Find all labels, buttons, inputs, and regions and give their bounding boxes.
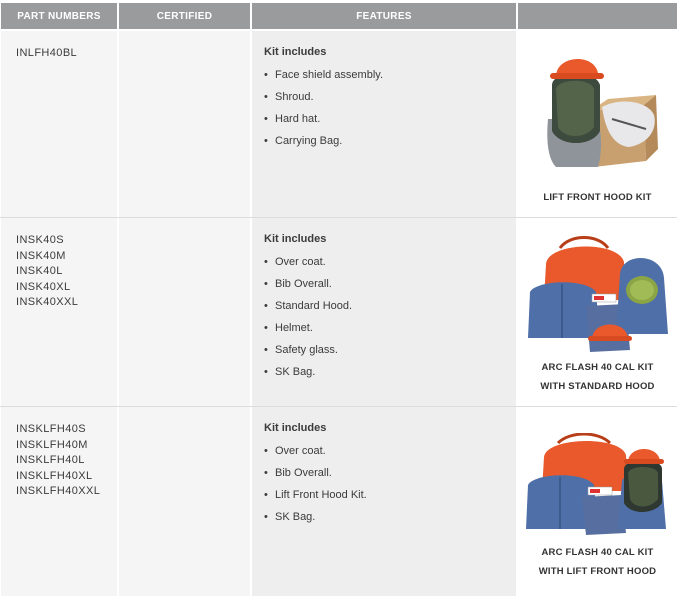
part-number: INSKLFH40M [16, 438, 88, 451]
row-1-certified [119, 31, 250, 217]
row-1-features [252, 31, 516, 217]
feature-item: • SK Bag. [264, 506, 516, 528]
row-1-image-cell [518, 31, 677, 217]
caption-line: WITH STANDARD HOOD [540, 381, 655, 392]
arc-flash-lift-front-hood-kit-image [526, 433, 670, 537]
row-3-image-cell [518, 407, 677, 596]
caption-line: WITH LIFT FRONT HOOD [538, 566, 657, 577]
feature-item: • Lift Front Hood Kit. [264, 484, 516, 506]
arc-flash-standard-hood-kit-image [526, 234, 670, 358]
part-number: INSKLFH40XL [16, 469, 93, 482]
feature-item: • Bib Overall. [264, 462, 516, 484]
caption-line: ARC FLASH 40 CAL KIT [541, 362, 654, 373]
header-certified: CERTIFIED [119, 3, 250, 29]
feature-list [264, 64, 516, 152]
part-number: INSK40M [16, 249, 66, 262]
part-number: INSK40L [16, 265, 63, 277]
feature-item: • Over coat. [264, 251, 516, 273]
row-2-certified [119, 218, 250, 406]
row-3-part-numbers [1, 407, 117, 596]
product-caption [518, 188, 677, 207]
feature-item: • Helmet. [264, 317, 516, 339]
feature-item: • Carrying Bag. [264, 130, 516, 152]
part-number: INSK40XL [16, 280, 71, 293]
caption-line: ARC FLASH 40 CAL KIT [541, 547, 654, 558]
caption-line: LIFT FRONT HOOD KIT [543, 192, 652, 203]
feature-item: • Face shield assembly. [264, 64, 516, 86]
feature-item: • Standard Hood. [264, 295, 516, 317]
row-3-certified [119, 407, 250, 596]
part-number: INLFH40BL [16, 47, 78, 59]
feature-item: • Over coat. [264, 440, 516, 462]
kit-includes-label: Kit includes [264, 233, 327, 245]
feature-item: • Safety glass. [264, 339, 516, 361]
part-number: INSKLFH40XXL [16, 485, 101, 497]
row-1-part-numbers [1, 31, 117, 217]
header-features: FEATURES [252, 3, 516, 29]
part-number: INSK40S [16, 234, 65, 246]
product-caption [518, 358, 677, 396]
product-caption [518, 543, 677, 581]
feature-item: • Bib Overall. [264, 273, 516, 295]
part-number: INSK40XXL [16, 296, 79, 308]
feature-item: • Shroud. [264, 86, 516, 108]
row-2-part-numbers [1, 218, 117, 406]
feature-list [264, 251, 516, 383]
feature-list [264, 440, 516, 528]
kit-includes-label: Kit includes [264, 422, 327, 434]
header-part-numbers: PART NUMBERS [1, 3, 117, 29]
header-image [518, 3, 677, 29]
row-2-features [252, 218, 516, 406]
feature-item: • SK Bag. [264, 361, 516, 383]
feature-item: • Hard hat. [264, 108, 516, 130]
kit-includes-label: Kit includes [264, 46, 327, 58]
row-3-features [252, 407, 516, 596]
part-number: INSKLFH40S [16, 423, 87, 435]
lift-front-hood-kit-image [528, 49, 668, 181]
part-number: INSKLFH40L [16, 454, 85, 466]
row-2-image-cell [518, 218, 677, 406]
